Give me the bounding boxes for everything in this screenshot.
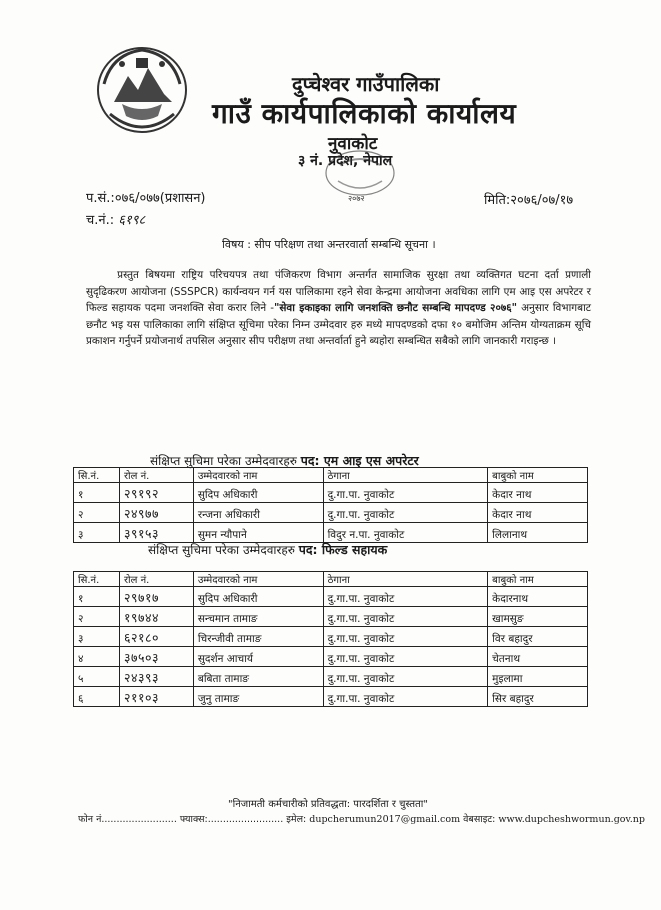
cell-sn: ३ bbox=[74, 627, 120, 647]
cell-name: सुमन न्यौपाने bbox=[193, 523, 323, 543]
cell-father: सिर बहादुर bbox=[488, 687, 588, 707]
cell-sn: ६ bbox=[74, 687, 120, 707]
table-header-row bbox=[74, 468, 588, 483]
cell-roll: २९१९२ bbox=[119, 483, 193, 503]
cell-sn: ३ bbox=[74, 523, 120, 543]
nepal-emblem-icon bbox=[92, 44, 192, 136]
district-name: नुवाकोट bbox=[328, 134, 378, 154]
header-name: उम्मेदवारको नाम bbox=[193, 468, 323, 483]
dispatch-label: च.नं.: bbox=[86, 213, 115, 228]
header-name: उम्मेदवारको नाम bbox=[193, 572, 323, 587]
cell-father: केदारनाथ bbox=[488, 587, 588, 607]
cell-roll: ३७५०३ bbox=[119, 647, 193, 667]
footer-phone: फोन नं......................... bbox=[78, 814, 177, 825]
table-row bbox=[74, 483, 588, 503]
cell-roll: २४९७७ bbox=[119, 503, 193, 523]
mis-operator-table bbox=[73, 467, 588, 543]
table-header-row bbox=[74, 572, 588, 587]
cell-address: दु.गा.पा. नुवाकोट bbox=[323, 627, 488, 647]
header-address: ठेगाना bbox=[323, 572, 488, 587]
footer-fax: फ्याक्स:......................... bbox=[179, 814, 284, 825]
cell-roll: १९७४४ bbox=[119, 607, 193, 627]
header-address: ठेगाना bbox=[323, 468, 488, 483]
cell-roll: २९७१७ bbox=[119, 587, 193, 607]
footer-contact bbox=[78, 812, 645, 825]
reference-number: प.सं.:०७६/०७७(प्रशासन) bbox=[86, 191, 206, 206]
cell-address: दु.गा.पा. नुवाकोट bbox=[323, 503, 488, 523]
footer-motto: "निजामती कर्मचारीको प्रतिवद्धता: पारदर्शिता र चुस्तता" bbox=[228, 799, 428, 810]
header-sn: सि.नं. bbox=[74, 468, 120, 483]
cell-name: सन्चमान तामाङ bbox=[193, 607, 323, 627]
cell-name: जुनु तामाङ bbox=[193, 687, 323, 707]
letter-date: मिति:२०७६/०७/१७ bbox=[484, 193, 574, 208]
cell-roll: ३९१५३ bbox=[119, 523, 193, 543]
cell-father: खामसुङ bbox=[488, 607, 588, 627]
table1-caption-text: संक्षिप्त सुचिमा परेका उम्मेदवारहरु bbox=[150, 454, 297, 468]
cell-father: मुइलामा bbox=[488, 667, 588, 687]
cell-address: दु.गा.पा. नुवाकोट bbox=[323, 667, 488, 687]
table-row bbox=[74, 687, 588, 707]
cell-father: लिलानाथ bbox=[488, 523, 588, 543]
office-name: गाउँ कार्यपालिकाको कार्यालय bbox=[212, 97, 517, 130]
table-row bbox=[74, 523, 588, 543]
table-row bbox=[74, 627, 588, 647]
cell-sn: ५ bbox=[74, 667, 120, 687]
table2-caption-text: संक्षिप्त सुचिमा परेका उम्मेदवारहरु bbox=[148, 543, 295, 557]
cell-address: दु.गा.पा. नुवाकोट bbox=[323, 607, 488, 627]
footer-email-label: इमेल: bbox=[286, 814, 307, 825]
cell-father: केदार नाथ bbox=[488, 503, 588, 523]
table-row bbox=[74, 647, 588, 667]
cell-roll: २११०३ bbox=[119, 687, 193, 707]
office-stamp bbox=[300, 135, 420, 205]
cell-address: विदुर न.पा. नुवाकोट bbox=[323, 523, 488, 543]
table-row bbox=[74, 667, 588, 687]
cell-sn: १ bbox=[74, 587, 120, 607]
footer-web-label: वेबसाइट: bbox=[463, 814, 496, 825]
table2-caption bbox=[148, 541, 387, 558]
cell-sn: २ bbox=[74, 607, 120, 627]
footer-website: www.dupcheshwormun.gov.np bbox=[498, 814, 645, 825]
header-sn: सि.नं. bbox=[74, 572, 120, 587]
municipality-name: दुप्चेश्वर गाउँपालिका bbox=[292, 72, 440, 96]
header-roll: रोल नं. bbox=[119, 468, 193, 483]
header-father: बाबुको नाम bbox=[488, 468, 588, 483]
cell-name: बबिता तामाङ bbox=[193, 667, 323, 687]
table-row bbox=[74, 587, 588, 607]
dispatch-number bbox=[86, 210, 145, 228]
cell-sn: १ bbox=[74, 483, 120, 503]
cell-roll: ६२१८० bbox=[119, 627, 193, 647]
cell-address: दु.गा.पा. नुवाकोट bbox=[323, 587, 488, 607]
cell-name: चिरन्जीवी तामाङ bbox=[193, 627, 323, 647]
cell-father: चेतनाथ bbox=[488, 647, 588, 667]
cell-name: सुदिप अधिकारी bbox=[193, 483, 323, 503]
field-assistant-table bbox=[73, 571, 588, 707]
cell-sn: २ bbox=[74, 503, 120, 523]
cell-sn: ४ bbox=[74, 647, 120, 667]
province-name: ३ नं. प्रदेश, नेपाल bbox=[298, 153, 393, 169]
header-roll: रोल नं. bbox=[119, 572, 193, 587]
table-row bbox=[74, 607, 588, 627]
stamp-year: २०७२ bbox=[348, 194, 365, 203]
cell-father: केदार नाथ bbox=[488, 483, 588, 503]
cell-name: रन्जना अधिकारी bbox=[193, 503, 323, 523]
footer-email: dupcherumun2017@gmail.com bbox=[309, 814, 461, 825]
body-bold-criteria: "सेवा इकाइका लागि जनशक्ति छनौट सम्बन्धि मापदण्ड २०७६" bbox=[273, 302, 518, 315]
table1-post: पद: एम आइ एस अपरेटर bbox=[300, 453, 419, 468]
dispatch-value: ६१९८ bbox=[118, 213, 146, 228]
cell-father: विर बहादुर bbox=[488, 627, 588, 647]
subject-line: विषय : सीप परिक्षण तथा अन्तरवार्ता सम्बन्धि सूचना । bbox=[222, 238, 436, 251]
body-part-2: अनुसार विभागबाट छनौट भइ यस पालिकाका लागि संक्षिप्त सूचिमा परेका निम्न उम्मेदवार हरु मध्ये मापदण्डको दफा १० बमोजिम अन्तिम योग्यताक्रम सूचि प्रकाशन गर्नुपर्ने प्रयोजनार्थ तपसिल अनुसार सीप परीक्षण तथा अन्तर्वार्ता हुने ब्यहोरा सम्बन्धित सबैको लागि जानकारी गराइन्छ । bbox=[86, 302, 592, 348]
cell-address: दु.गा.पा. नुवाकोट bbox=[323, 483, 488, 503]
body-part-1: प्रस्तुत बिषयमा राष्ट्रिय परिचयपत्र तथा पंजिकरण विभाग अन्तर्गत सामाजिक सुरक्षा तथा व्यक्तिगत घटना दर्ता प्रणाली सुदृढिकरण आयोजना (SSSPCR) कार्यन्वयन गर्न यस पालिकामा रहने सेवा केन्द्रमा आयोजना अवधिका लागि एम आइ एस अपरेटर र फिल्ड सहायक पदमा जनशक्ति सेवा करार लिने - bbox=[86, 269, 591, 315]
cell-roll: २४३९३ bbox=[119, 667, 193, 687]
cell-name: सुदिप अधिकारी bbox=[193, 587, 323, 607]
table2-post: पद: फिल्ड सहायक bbox=[298, 542, 388, 557]
notice-body bbox=[86, 267, 591, 350]
table-row bbox=[74, 503, 588, 523]
cell-address: दु.गा.पा. नुवाकोट bbox=[323, 687, 488, 707]
cell-address: दु.गा.पा. नुवाकोट bbox=[323, 647, 488, 667]
cell-name: सुदर्शन आचार्य bbox=[193, 647, 323, 667]
header-father: बाबुको नाम bbox=[488, 572, 588, 587]
